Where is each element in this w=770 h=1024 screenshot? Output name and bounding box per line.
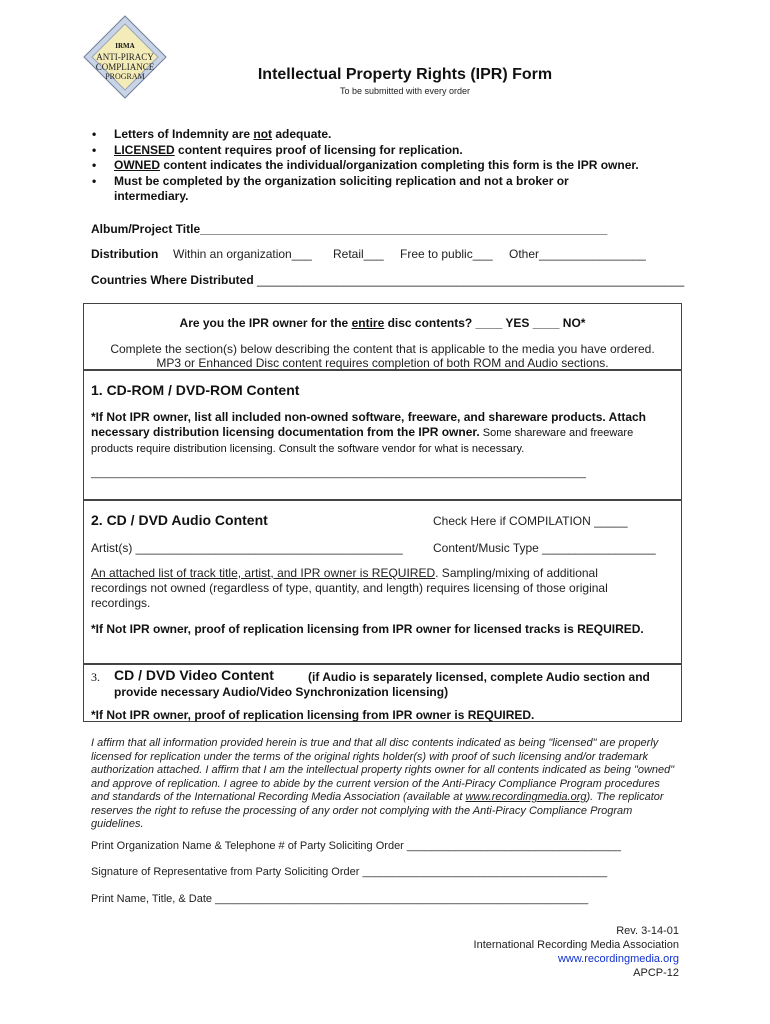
affirmation-part-2: ). The replicator reserves the right to refuse the processing of any order not complying with the Anti-Piracy Compliance Program guidelines. bbox=[91, 791, 664, 830]
req-emphasis: LICENSED bbox=[114, 142, 175, 157]
section-3-number: 3. bbox=[91, 670, 100, 684]
distribution-field bbox=[91, 247, 158, 261]
section-1-normal: Some shareware and freeware products require distribution licensing. Consult the software vendor for what is necessary. bbox=[91, 427, 634, 455]
logo-line-3: PROGRAM bbox=[105, 72, 145, 81]
album-title-label: Album/Project Title bbox=[91, 222, 201, 236]
countries-label: Countries Where Distributed bbox=[91, 273, 254, 287]
artist-field[interactable]: Artist(s) ________________________________________ bbox=[91, 541, 403, 555]
ipr-instruction-2: MP3 or Enhanced Disc content requires completion of both ROM and Audio sections. bbox=[156, 356, 609, 370]
logo-line-1: ANTI-PIRACY bbox=[96, 52, 154, 62]
content-type-field[interactable]: Content/Music Type _________________ bbox=[433, 541, 656, 555]
section-1-entry-line[interactable]: _________________________________________________________________________________________ bbox=[91, 468, 586, 479]
form-title: Intellectual Property Rights (IPR) Form bbox=[257, 66, 553, 83]
req-emphasis: not bbox=[253, 127, 273, 141]
section-3-paren-2: provide necessary Audio/Video Synchronization licensing) bbox=[114, 685, 449, 699]
section-3-note: *If Not IPR owner, proof of replication licensing from IPR owner is REQUIRED. bbox=[91, 708, 535, 722]
affirmation-text bbox=[91, 737, 681, 832]
requirement-item bbox=[90, 127, 690, 143]
req-emphasis: OWNED bbox=[114, 158, 160, 172]
countries-line[interactable]: ________________________________________________________________ bbox=[253, 273, 685, 287]
requirements-list bbox=[90, 127, 690, 205]
section-1-heading: 1. CD-ROM / DVD-ROM Content bbox=[91, 382, 300, 398]
req-text: adequate. bbox=[272, 127, 332, 141]
name-title-date-field[interactable]: Print Name, Title, & Date _____________________________________________________________ bbox=[91, 893, 589, 905]
affirmation-link[interactable]: www.recordingmedia.org bbox=[465, 791, 587, 803]
album-title-line[interactable]: _____________________________________________________________ bbox=[200, 222, 608, 236]
sampling-note: . Sampling/mixing of additional recordings not owned (regardless of type, quantity, and length) requires licensing of those original recordings. bbox=[91, 566, 608, 610]
countries-field[interactable] bbox=[91, 273, 684, 287]
logo-line-2: COMPLIANCE bbox=[95, 62, 155, 72]
req-text: Letters of Indemnity are bbox=[114, 127, 254, 141]
revision-text: Rev. 3-14-01 bbox=[616, 925, 679, 937]
dist-other-option[interactable]: Other________________ bbox=[509, 247, 646, 261]
section-cd-rom bbox=[83, 369, 682, 501]
requirement-item bbox=[90, 174, 690, 205]
distribution-label: Distribution bbox=[91, 247, 159, 261]
track-list-note bbox=[91, 566, 651, 611]
question-emphasis: entire bbox=[351, 316, 385, 330]
form-subtitle: To be submitted with every order bbox=[339, 86, 471, 96]
dist-within-option[interactable]: Within an organization___ bbox=[173, 247, 312, 261]
section-2-heading: 2. CD / DVD Audio Content bbox=[91, 512, 268, 528]
ipr-instruction-1: Complete the section(s) below describing the content that is applicable to the media you have ordered. bbox=[110, 342, 655, 356]
dist-free-option[interactable]: Free to public___ bbox=[400, 247, 493, 261]
req-text: content requires proof of licensing for replication. bbox=[174, 142, 463, 157]
anti-piracy-logo bbox=[82, 14, 168, 100]
affirmation-part-1: I affirm that all information provided herein is true and that all disc contents indicated as being "licensed" are properly licensed for replication under the terms of the original rights holder(s) with proof of such licensing and/or trademark authorization attached. I affirm that I am the intellectual property rights owner for all contents indicated as being "owned" and approve of replication. I agree to abide by the current version of the Anti-Piracy Compliance Program procedures and standards of the International Recording Media Association (available at bbox=[91, 737, 675, 803]
signature-field[interactable]: Signature of Representative from Party Soliciting Order ________________________________________ bbox=[91, 866, 608, 878]
req-text: Must be completed by the organization soliciting replication and not a broker or intermediary. bbox=[114, 173, 569, 203]
compilation-checkbox[interactable]: Check Here if COMPILATION _____ bbox=[433, 514, 628, 528]
album-title-field[interactable] bbox=[91, 222, 607, 236]
section-1-text bbox=[91, 410, 671, 457]
section-1-bold: *If Not IPR owner, list all included non-owned software, freeware, and shareware products. Attach necessary distribution licensing documentation from the IPR owner. bbox=[91, 410, 646, 439]
section-audio bbox=[83, 499, 682, 665]
ipr-owner-box bbox=[83, 303, 682, 371]
dist-retail-option[interactable]: Retail___ bbox=[333, 247, 384, 261]
footer-url-link[interactable]: www.recordingmedia.org bbox=[557, 953, 679, 965]
ipr-owner-question[interactable] bbox=[84, 316, 681, 330]
req-text: content indicates the individual/organization completing this form is the IPR owner. bbox=[160, 158, 639, 172]
footer-org: International Recording Media Association bbox=[473, 939, 679, 951]
section-video bbox=[83, 663, 682, 722]
section-2-note: *If Not IPR owner, proof of replication licensing from IPR owner for licensed tracks is REQUIRED. bbox=[91, 622, 644, 636]
requirement-item bbox=[90, 143, 690, 159]
track-list-required: An attached list of track title, artist, and IPR owner is REQUIRED bbox=[91, 566, 436, 580]
logo-org-text: IRMA bbox=[115, 42, 135, 50]
org-name-field[interactable]: Print Organization Name & Telephone # of Party Soliciting Order ___________________________________ bbox=[91, 840, 622, 852]
form-code: APCP-12 bbox=[633, 967, 679, 979]
section-3-heading: CD / DVD Video Content bbox=[114, 667, 274, 683]
section-3-paren-1: (if Audio is separately licensed, complete Audio section and bbox=[308, 670, 650, 684]
question-answer-lines[interactable]: disc contents? ____ YES ____ NO* bbox=[384, 316, 586, 330]
requirement-item bbox=[90, 158, 690, 174]
question-text: Are you the IPR owner for the bbox=[179, 316, 352, 330]
